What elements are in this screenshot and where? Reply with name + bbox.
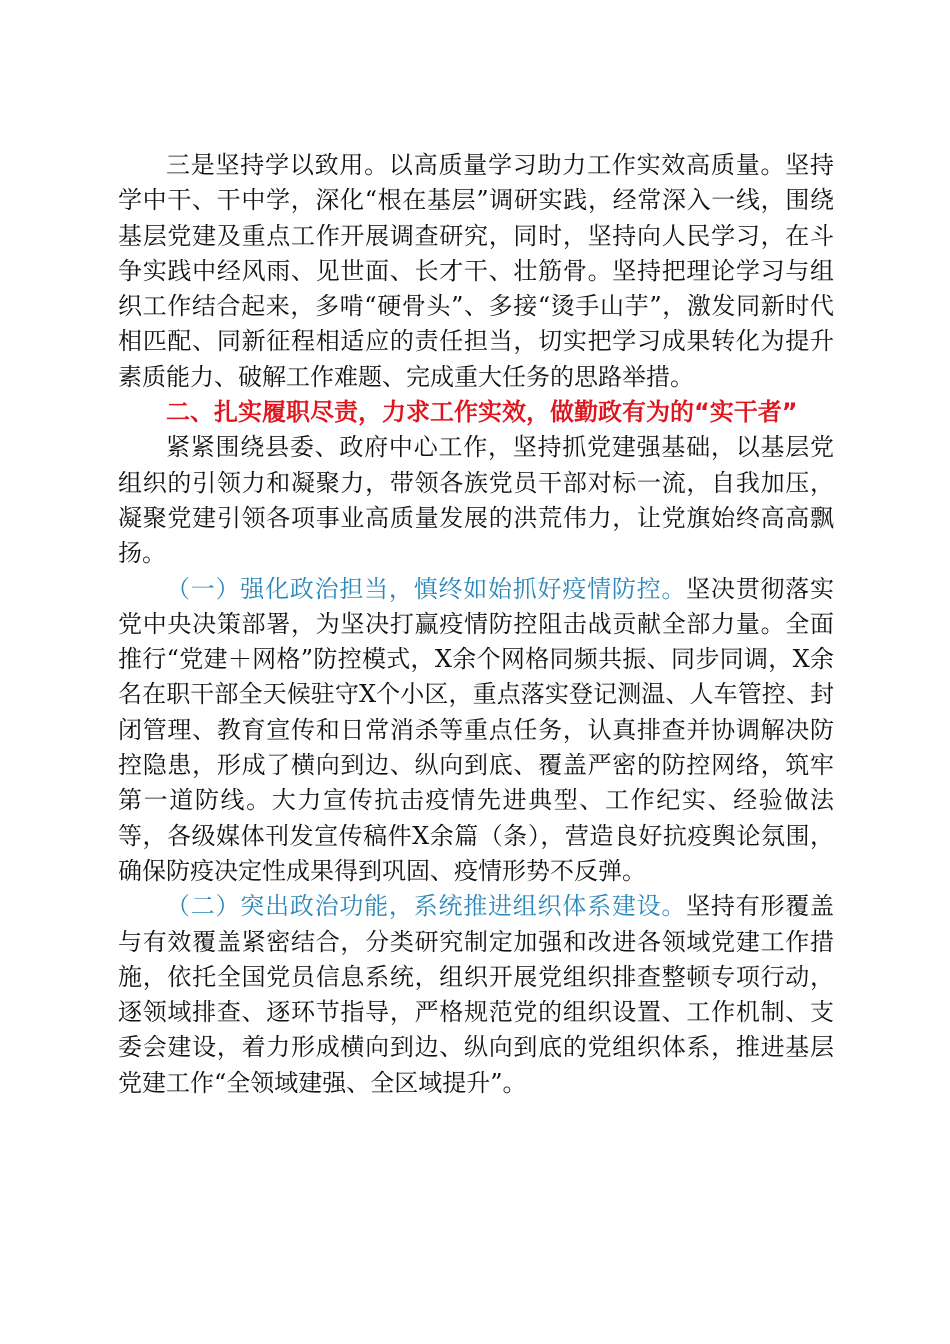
body-epidemic-control: 坚决贯彻落实党中央决策部署，为坚决打赢疫情防控阻击战贡献全部力量。全面推行“党建＋网格”防控模式，X余个网格同频共振、同步同调，X余名在职干部全天候驻守X个小区，重点落实登记测温、人车管控、封闭管理、教育宣传和日常消杀等重点任务，认真排查并协调解决防控隐患，形成了横向到边、纵向到底、覆盖严密的防控网络，筑牢第一道防线。大力宣传抗击疫情先进典型、工作纪实、经验做法等，各级媒体刊发宣传稿件X余篇（条），营造良好抗疫舆论氛围，确保防疫决定性成果得到巩固、疫情形势不反弹。 bbox=[118, 574, 835, 885]
subheading-epidemic-control: （一）强化政治担当，慎终如始抓好疫情防控。 bbox=[166, 574, 687, 603]
body-organization-system: 坚持有形覆盖与有效覆盖紧密结合，分类研究制定加强和改进各领域党建工作措施，依托全国党员信息系统，组织开展党组织排查整顿专项行动，逐领域排查、逐环节指导，严格规范党的组织设置、工作机制、支委会建设，着力形成横向到边、纵向到底的党组织体系，推进基层党建工作“全领域建强、全区域提升”。 bbox=[118, 892, 835, 1097]
paragraph-section-2-intro: 紧紧围绕县委、政府中心工作，坚持抓党建强基础，以基层党组织的引领力和凝聚力，带领各族党员干部对标一流，自我加压，凝聚党建引领各项事业高质量发展的洪荒伟力，让党旗始终高高飘扬。 bbox=[118, 433, 834, 568]
paragraph-organization-system bbox=[118, 889, 834, 1101]
section-heading-2: 二、扎实履职尽责，力求工作实效，做勤政有为的“实干者” bbox=[166, 398, 798, 427]
paragraph-study-application: 三是坚持学以致用。以高质量学习助力工作实效高质量。坚持学中干、干中学，深化“根在基层”调研实践，经常深入一线，围绕基层党建及重点工作开展调查研究，同时，坚持向人民学习，在斗争实践中经风雨、见世面、长才干、壮筋骨。坚持把理论学习与组织工作结合起来，多啃“硬骨头”、多接“烫手山芋”，激发同新时代相匹配、同新征程相适应的责任担当，切实把学习成果转化为提升素质能力、破解工作难题、完成重大任务的思路举措。 bbox=[118, 151, 834, 391]
subheading-organization-system: （二）突出政治功能，系统推进组织体系建设。 bbox=[166, 892, 687, 921]
document-page bbox=[118, 148, 834, 1101]
paragraph-epidemic-control bbox=[118, 572, 834, 890]
